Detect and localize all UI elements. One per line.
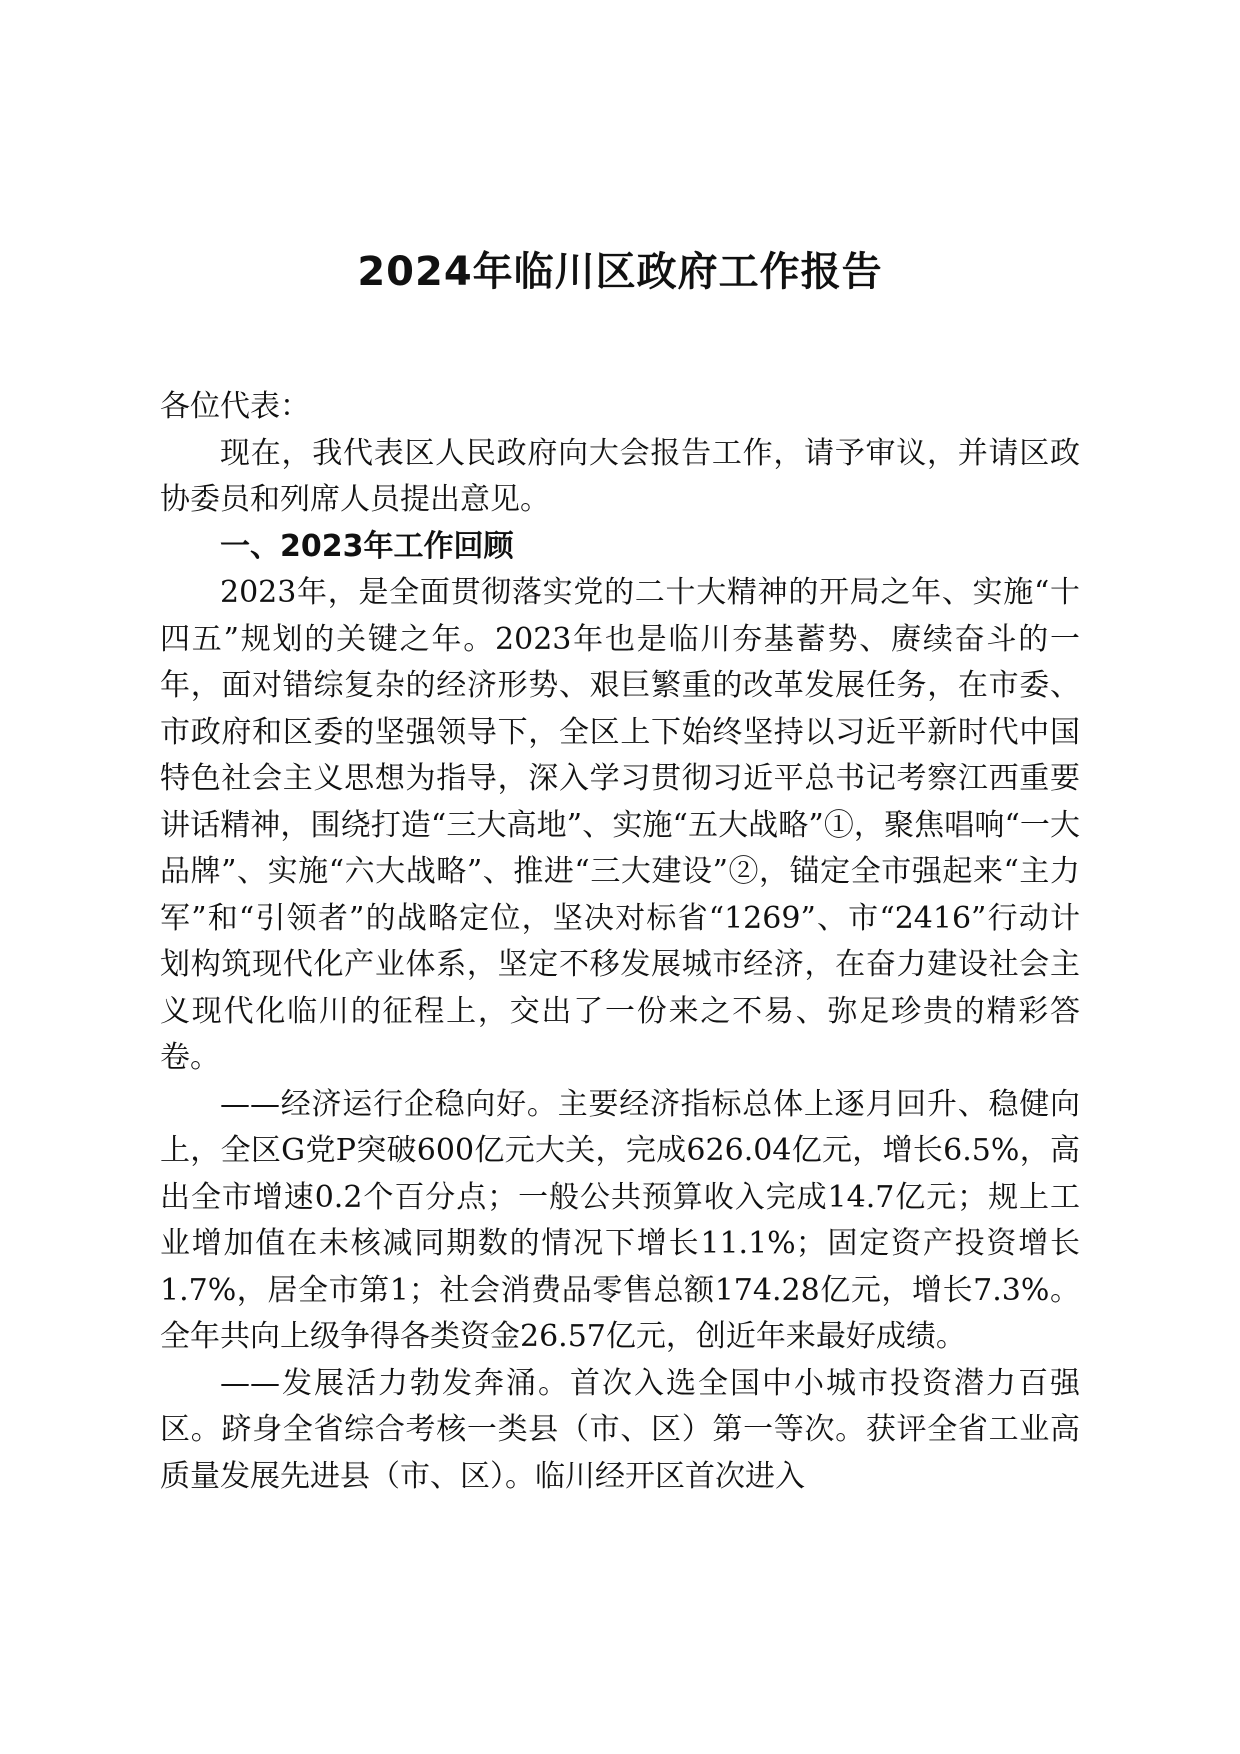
intro-paragraph: 现在，我代表区人民政府向大会报告工作，请予审议，并请区政协委员和列席人员提出意见。 [160,435,1080,517]
paragraph-review: 2023年，是全面贯彻落实党的二十大精神的开局之年、实施“十四五”规划的关键之年。2023年也是临川夯基蓄势、赓续奋斗的一年，面对错综复杂的经济形势、艰巨繁重的改革发展任务，在市委、市政府和区委的坚强领导下，全区上下始终坚持以习近平新时代中国特色社会主义思想为指导，深入学习贯彻习近平总书记考察江西重要讲话精神，围绕打造“三大高地”、实施“五大战略”①，聚焦唱响“一大品牌”、实施“六大战略”、推进“三大建设”②，锚定全市强起来“主力军”和“引领者”的战略定位，坚决对标省“1269”、市“2416”行动计划构筑现代化产业体系，坚定不移发展城市经济，在奋力建设社会主义现代化临川的征程上，交出了一份来之不易、弥足珍贵的精彩答卷。 [160,575,1080,1075]
document-body [160,384,1080,1500]
paragraph-vitality: ——发展活力勃发奔涌。首次入选全国中小城市投资潜力百强区。跻身全省综合考核一类县（市、区）第一等次。获评全省工业高质量发展先进县（市、区）。临川经开区首次进入 [160,1365,1080,1494]
document-title: 2024年临川区政府工作报告 [357,249,883,295]
salutation: 各位代表： [160,389,310,424]
section-heading: 一、2023年工作回顾 [220,528,514,564]
paragraph-economy: ——经济运行企稳向好。主要经济指标总体上逐月回升、稳健向上，全区G党P突破600亿元大关，完成626.04亿元，增长6.5%，高出全市增速0.2个百分点；一般公共预算收入完成14.7亿元；规上工业增加值在未核减同期数的情况下增长11.1%；固定资产投资增长1.7%，居全市第1；社会消费品零售总额174.28亿元，增长7.3%。全年共向上级争得各类资金26.57亿元，创近年来最好成绩。 [160,1086,1080,1354]
